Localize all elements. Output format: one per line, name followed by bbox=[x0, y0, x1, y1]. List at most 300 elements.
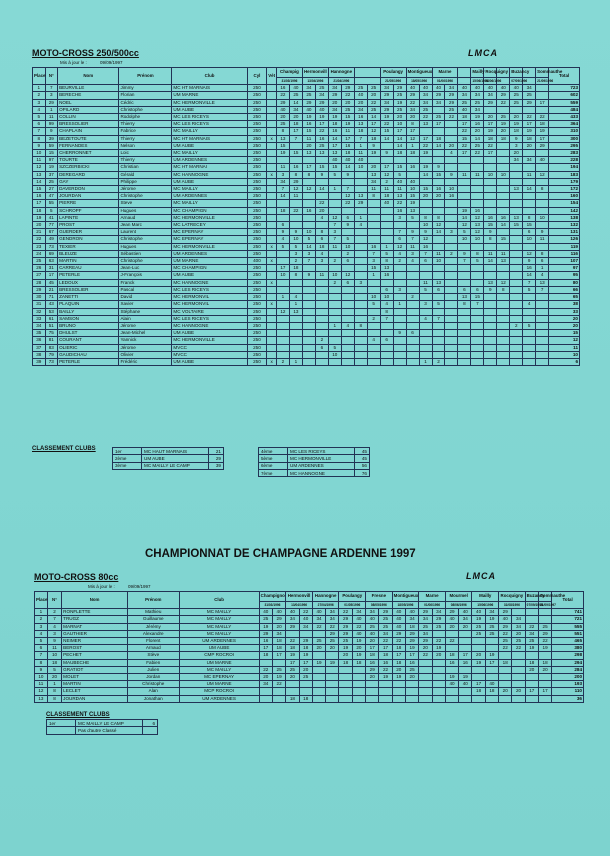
score-cell: 25 bbox=[432, 114, 445, 121]
score-cell bbox=[432, 106, 445, 113]
score-cell bbox=[393, 265, 406, 272]
header-date: 21/09/1996 bbox=[537, 79, 554, 83]
header-cell: Sommauthe bbox=[536, 68, 549, 78]
score-cell bbox=[393, 322, 406, 329]
score-cell bbox=[471, 265, 484, 272]
place-cell: 14 bbox=[33, 178, 46, 185]
score-cell bbox=[458, 186, 471, 193]
score-cell: 40 bbox=[366, 630, 379, 637]
score-cell: 15 bbox=[393, 164, 406, 171]
score-cell bbox=[485, 645, 498, 652]
score-cell bbox=[459, 688, 472, 695]
vet-cell bbox=[267, 178, 277, 185]
score-cell bbox=[380, 142, 393, 149]
score-cell: 17 bbox=[393, 128, 406, 135]
score-cell: 19 bbox=[259, 623, 272, 630]
place-cell: 34 bbox=[33, 322, 46, 329]
number-cell: 43 bbox=[45, 301, 58, 308]
score-cell: 3 bbox=[302, 250, 315, 257]
number-cell: 77 bbox=[45, 222, 58, 229]
score-cell: 34 bbox=[379, 630, 392, 637]
score-cell bbox=[379, 695, 392, 702]
club-name: UM ARDENNES bbox=[288, 462, 355, 469]
table-row bbox=[33, 106, 580, 113]
score-cell bbox=[445, 286, 458, 293]
score-cell: 2 bbox=[341, 250, 354, 257]
score-cell bbox=[432, 344, 445, 351]
total-cell: 95 bbox=[549, 272, 580, 279]
table-row bbox=[35, 652, 584, 659]
club-cell: MC CHAMPIGN bbox=[172, 265, 247, 272]
score-cell bbox=[302, 286, 315, 293]
score-cell: 17 bbox=[459, 652, 472, 659]
score-cell bbox=[472, 666, 485, 673]
score-cell: 14 bbox=[523, 186, 536, 193]
header-cell: Mailly bbox=[471, 68, 484, 78]
score-cell bbox=[485, 695, 498, 702]
score-cell: 22 bbox=[497, 99, 510, 106]
score-cell bbox=[328, 315, 341, 322]
vet-cell bbox=[267, 330, 277, 337]
total-cell: 66 bbox=[549, 286, 580, 293]
score-cell: 34 bbox=[354, 106, 367, 113]
score-cell: 6 bbox=[393, 236, 406, 243]
total-cell: 38 bbox=[549, 301, 580, 308]
table-row bbox=[33, 301, 580, 308]
score-cell bbox=[276, 157, 289, 164]
score-cell: 19 bbox=[367, 150, 380, 157]
score-cell bbox=[471, 315, 484, 322]
score-cell bbox=[276, 258, 289, 265]
score-cell: 25 bbox=[326, 638, 339, 645]
score-cell bbox=[354, 351, 367, 358]
table-row bbox=[33, 207, 580, 214]
score-cell bbox=[367, 358, 380, 365]
place-cell: 13 bbox=[35, 695, 48, 702]
score-cell: 34 bbox=[484, 92, 497, 99]
score-cell: 16 bbox=[366, 659, 379, 666]
score-cell: 10 bbox=[419, 222, 432, 229]
score-cell bbox=[432, 681, 445, 688]
score-cell: 5 bbox=[380, 250, 393, 257]
club-rank: 7ème bbox=[259, 469, 288, 476]
score-cell bbox=[289, 286, 302, 293]
score-cell: 34 bbox=[367, 178, 380, 185]
score-cell: 22 bbox=[315, 128, 328, 135]
score-cell: 34 bbox=[458, 92, 471, 99]
score-cell: 25 bbox=[286, 666, 299, 673]
score-cell: 11 bbox=[523, 171, 536, 178]
score-cell: 1 bbox=[354, 214, 367, 221]
score-cell: 29 bbox=[419, 638, 432, 645]
place-cell: 35 bbox=[33, 330, 46, 337]
score-cell: 34 bbox=[289, 106, 302, 113]
header-cell: Marne bbox=[432, 68, 458, 78]
score-cell: 18 bbox=[499, 659, 512, 666]
name-cell: GAUDICHAU bbox=[58, 351, 119, 358]
score-cell bbox=[379, 688, 392, 695]
score-cell: 17 bbox=[525, 688, 538, 695]
table-row bbox=[33, 178, 580, 185]
table-row bbox=[33, 315, 580, 322]
score-cell: 40 bbox=[536, 157, 549, 164]
table-row bbox=[33, 150, 580, 157]
club-cell: MC LES RICEYS bbox=[172, 286, 247, 293]
total-cell: 194 bbox=[549, 164, 580, 171]
name-cell: DAVERDON bbox=[58, 186, 119, 193]
score-cell: 34 bbox=[286, 616, 299, 623]
score-cell bbox=[510, 258, 523, 265]
score-cell: 7 bbox=[380, 315, 393, 322]
score-cell: 3 bbox=[445, 229, 458, 236]
header-cell: Poulangy bbox=[380, 68, 406, 78]
score-cell bbox=[326, 695, 339, 702]
number-cell: 10 bbox=[47, 652, 61, 659]
score-cell: 22 bbox=[512, 645, 525, 652]
club-name: MC HANNOGNE bbox=[288, 469, 355, 476]
score-cell bbox=[510, 250, 523, 257]
place-cell: 13 bbox=[33, 171, 46, 178]
score-cell: 18 bbox=[286, 645, 299, 652]
score-cell: 13 bbox=[289, 308, 302, 315]
score-cell: 29 bbox=[379, 609, 392, 616]
score-cell: 29 bbox=[289, 178, 302, 185]
club-cell: MC HERMONVILLE bbox=[172, 337, 247, 344]
score-cell: 16 bbox=[302, 207, 315, 214]
total-cell: 193 bbox=[552, 681, 584, 688]
score-cell: 15 bbox=[276, 142, 289, 149]
total-cell: 555 bbox=[552, 623, 584, 630]
score-cell bbox=[419, 157, 432, 164]
number-cell: 29 bbox=[45, 99, 58, 106]
club-ranking-row bbox=[113, 448, 224, 455]
score-cell: 4 bbox=[315, 214, 328, 221]
score-cell: 20 bbox=[459, 623, 472, 630]
score-cell bbox=[484, 186, 497, 193]
score-cell bbox=[312, 695, 325, 702]
score-cell: 29 bbox=[315, 99, 328, 106]
table-row bbox=[35, 623, 584, 630]
score-cell: 34 bbox=[432, 99, 445, 106]
score-cell: 12 bbox=[523, 250, 536, 257]
score-cell: 11 bbox=[471, 171, 484, 178]
score-cell: 5 bbox=[302, 236, 315, 243]
score-cell bbox=[259, 695, 272, 702]
score-cell bbox=[484, 265, 497, 272]
table-row bbox=[35, 659, 584, 666]
vet-cell bbox=[267, 308, 277, 315]
score-cell bbox=[352, 695, 365, 702]
name-cell: NEIMER bbox=[62, 638, 128, 645]
score-cell: 8 bbox=[315, 229, 328, 236]
total-cell: 6 bbox=[549, 358, 580, 365]
score-cell: 34 bbox=[523, 85, 536, 92]
cyl-cell: 250 bbox=[247, 200, 267, 207]
score-cell bbox=[367, 308, 380, 315]
score-cell: 29 bbox=[380, 106, 393, 113]
score-cell: 19 bbox=[485, 616, 498, 623]
firstname-cell: Nelson bbox=[119, 142, 172, 149]
score-cell bbox=[272, 659, 285, 666]
score-cell: 15 bbox=[380, 128, 393, 135]
score-cell bbox=[419, 200, 432, 207]
score-cell bbox=[445, 358, 458, 365]
score-cell: 12 bbox=[302, 186, 315, 193]
score-cell: 40 bbox=[419, 85, 432, 92]
score-cell bbox=[315, 193, 328, 200]
score-cell: 7 bbox=[276, 186, 289, 193]
score-cell: 3 bbox=[393, 286, 406, 293]
score-cell bbox=[458, 279, 471, 286]
club-ranking-row bbox=[259, 469, 370, 476]
header-cell: Club bbox=[179, 592, 259, 609]
name-cell: OLIERIC bbox=[58, 344, 119, 351]
cyl-cell: 250 bbox=[247, 315, 267, 322]
score-cell: 18 bbox=[497, 135, 510, 142]
score-cell bbox=[432, 265, 445, 272]
score-cell bbox=[445, 294, 458, 301]
table-row bbox=[33, 258, 580, 265]
score-cell bbox=[302, 330, 315, 337]
score-cell bbox=[484, 330, 497, 337]
cyl-cell: 250 bbox=[247, 207, 267, 214]
score-cell: 7 bbox=[367, 250, 380, 257]
score-cell: 29 bbox=[366, 666, 379, 673]
score-cell bbox=[328, 193, 341, 200]
club-cell: UM ARDENNES bbox=[179, 695, 259, 702]
score-cell: 10 bbox=[471, 236, 484, 243]
score-cell: 20 bbox=[510, 114, 523, 121]
place-cell: 29 bbox=[33, 286, 46, 293]
club-cell: MC MAILLY bbox=[172, 150, 247, 157]
score-cell: 14 bbox=[393, 135, 406, 142]
score-cell: 17 bbox=[380, 164, 393, 171]
score-cell: 20 bbox=[512, 630, 525, 637]
number-cell: 21 bbox=[45, 286, 58, 293]
place-cell: 17 bbox=[33, 200, 46, 207]
score-cell: 20 bbox=[366, 638, 379, 645]
score-cell: 6 bbox=[341, 279, 354, 286]
club-name: MC HERMONVILLE bbox=[288, 455, 355, 462]
score-cell: 29 bbox=[339, 616, 352, 623]
score-cell bbox=[302, 294, 315, 301]
place-cell: 8 bbox=[33, 135, 46, 142]
score-cell: 13 bbox=[510, 186, 523, 193]
score-cell: 19 bbox=[525, 645, 538, 652]
score-cell: 9 bbox=[432, 164, 445, 171]
number-cell: 15 bbox=[45, 150, 58, 157]
total-cell: 138 bbox=[549, 214, 580, 221]
score-cell: 19 bbox=[339, 645, 352, 652]
score-cell bbox=[536, 200, 549, 207]
number-cell: 7 bbox=[47, 616, 61, 623]
score-cell bbox=[536, 301, 549, 308]
vet-cell bbox=[267, 286, 277, 293]
name-cell: MARNAT bbox=[62, 623, 128, 630]
score-cell bbox=[523, 344, 536, 351]
score-cell bbox=[484, 243, 497, 250]
score-cell: 18 bbox=[538, 659, 551, 666]
header-date: 31/03/1996 bbox=[276, 78, 302, 85]
score-cell: 11 bbox=[536, 236, 549, 243]
score-cell bbox=[523, 337, 536, 344]
club-cell: MC LES RICEYS bbox=[172, 114, 247, 121]
header-date: 15/06/1996 bbox=[472, 79, 489, 83]
score-cell: 34 bbox=[259, 681, 272, 688]
vet-cell bbox=[267, 207, 277, 214]
score-cell: 34 bbox=[512, 623, 525, 630]
score-cell: 12 bbox=[536, 171, 549, 178]
score-cell: 9 bbox=[276, 229, 289, 236]
score-cell bbox=[315, 265, 328, 272]
score-cell bbox=[536, 322, 549, 329]
score-cell: 22 bbox=[259, 666, 272, 673]
score-cell: 20 bbox=[393, 114, 406, 121]
score-cell bbox=[312, 630, 325, 637]
score-cell: 40 bbox=[354, 157, 367, 164]
score-cell bbox=[276, 322, 289, 329]
place-cell: 2 bbox=[33, 92, 46, 99]
cyl-cell: 250 bbox=[247, 337, 267, 344]
club-points: 45 bbox=[355, 455, 370, 462]
score-cell: 29 bbox=[339, 623, 352, 630]
score-cell bbox=[499, 681, 512, 688]
club-points: 29 bbox=[209, 455, 224, 462]
header-cell: Mailly bbox=[472, 592, 499, 602]
score-cell: 1 bbox=[380, 243, 393, 250]
score-cell bbox=[536, 106, 549, 113]
score-cell: 17 bbox=[392, 652, 405, 659]
score-cell bbox=[484, 301, 497, 308]
cyl-cell: 250 bbox=[247, 85, 267, 92]
score-cell: 12 bbox=[458, 222, 471, 229]
score-cell bbox=[289, 142, 302, 149]
score-cell: 13 bbox=[302, 150, 315, 157]
club-cell: MC HT MARNAI bbox=[172, 164, 247, 171]
score-cell: 8 bbox=[289, 171, 302, 178]
update-label-2: Mis à jour le : bbox=[88, 584, 115, 589]
number-cell: 83 bbox=[45, 344, 58, 351]
place-cell: 7 bbox=[35, 652, 48, 659]
score-cell: 17 bbox=[458, 150, 471, 157]
score-cell bbox=[523, 106, 536, 113]
score-cell bbox=[315, 308, 328, 315]
vet-cell: x bbox=[267, 358, 277, 365]
score-cell bbox=[497, 308, 510, 315]
place-cell: 9 bbox=[33, 142, 46, 149]
score-cell: 5 bbox=[328, 344, 341, 351]
table-row bbox=[35, 630, 584, 637]
score-cell: 29 bbox=[538, 630, 551, 637]
score-cell: 10 bbox=[497, 171, 510, 178]
score-cell: 29 bbox=[445, 92, 458, 99]
score-cell bbox=[380, 236, 393, 243]
score-cell: 16 bbox=[484, 214, 497, 221]
score-cell bbox=[512, 652, 525, 659]
total-cell: 142 bbox=[549, 207, 580, 214]
score-cell: 12 bbox=[328, 214, 341, 221]
score-cell: 13 bbox=[510, 214, 523, 221]
score-cell bbox=[341, 344, 354, 351]
score-cell: 34 bbox=[523, 157, 536, 164]
header-cell: Poulangy bbox=[339, 592, 366, 602]
table-row bbox=[33, 157, 580, 164]
club-cell: MC LATRECEY bbox=[172, 222, 247, 229]
score-cell: 40 bbox=[354, 92, 367, 99]
score-cell bbox=[523, 193, 536, 200]
score-cell: 22 bbox=[289, 207, 302, 214]
score-cell bbox=[354, 294, 367, 301]
place-cell: 3 bbox=[33, 99, 46, 106]
vet-cell bbox=[267, 322, 277, 329]
firstname-cell: Sébastien bbox=[119, 250, 172, 257]
vet-cell: x bbox=[267, 279, 277, 286]
score-cell bbox=[458, 157, 471, 164]
score-cell: 14 bbox=[367, 114, 380, 121]
number-cell: 61 bbox=[45, 315, 58, 322]
score-cell: 19 bbox=[312, 659, 325, 666]
score-cell bbox=[328, 207, 341, 214]
name-cell: TRUGZ bbox=[62, 616, 128, 623]
place-cell: 4 bbox=[33, 106, 46, 113]
header-cell bbox=[354, 68, 380, 78]
number-cell: 73 bbox=[45, 243, 58, 250]
score-cell bbox=[312, 666, 325, 673]
score-cell: 20 bbox=[484, 114, 497, 121]
place-cell: 21 bbox=[33, 229, 46, 236]
score-cell: 12 bbox=[497, 279, 510, 286]
score-cell bbox=[289, 344, 302, 351]
number-cell: 2 bbox=[47, 609, 61, 616]
table-row bbox=[33, 186, 580, 193]
number-cell: 3 bbox=[47, 630, 61, 637]
score-cell bbox=[471, 351, 484, 358]
score-cell: 15 bbox=[523, 222, 536, 229]
score-cell bbox=[432, 322, 445, 329]
score-cell: 9 bbox=[341, 171, 354, 178]
score-cell: 15 bbox=[367, 265, 380, 272]
score-cell bbox=[406, 322, 419, 329]
score-cell bbox=[523, 164, 536, 171]
cyl-cell: 250 bbox=[247, 128, 267, 135]
total-cell: 551 bbox=[552, 630, 584, 637]
score-cell: 7 bbox=[328, 222, 341, 229]
score-cell: 19 bbox=[458, 207, 471, 214]
name-cell: MARTIN bbox=[62, 681, 128, 688]
club-cell: MC HT MARNAIS bbox=[172, 135, 247, 142]
score-cell bbox=[315, 301, 328, 308]
place-cell: 5 bbox=[33, 114, 46, 121]
name-cell: CHAPLAIN bbox=[58, 128, 119, 135]
score-cell: 1 bbox=[328, 322, 341, 329]
score-cell: 9 bbox=[510, 135, 523, 142]
score-cell bbox=[380, 157, 393, 164]
score-cell: 22 bbox=[419, 114, 432, 121]
vet-cell bbox=[267, 222, 277, 229]
firstname-cell: David bbox=[119, 294, 172, 301]
score-cell bbox=[499, 652, 512, 659]
name-cell: MARTIN bbox=[58, 258, 119, 265]
club-cell: MC HERMONVILLE bbox=[172, 214, 247, 221]
cyl-cell: 250 bbox=[247, 265, 267, 272]
club-cell: MVCC bbox=[172, 351, 247, 358]
score-cell: 19 bbox=[392, 674, 405, 681]
score-cell bbox=[302, 178, 315, 185]
firstname-cell: Jean Marc bbox=[119, 222, 172, 229]
score-cell: 15 bbox=[419, 186, 432, 193]
score-cell bbox=[367, 207, 380, 214]
score-cell: 7 bbox=[289, 135, 302, 142]
